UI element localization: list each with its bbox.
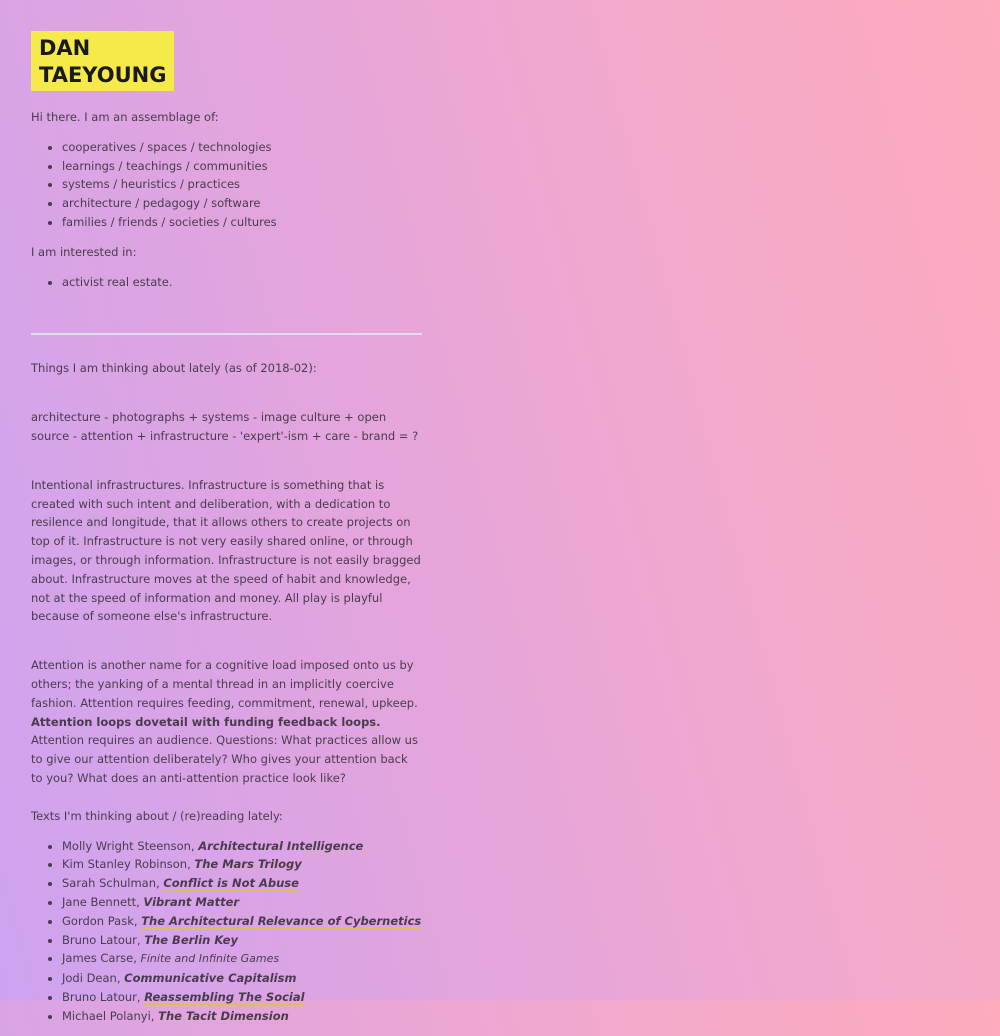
main-content [31, 31, 422, 1036]
list-item [62, 949, 422, 969]
list-item [62, 1007, 422, 1026]
interested-label: I am interested in: [31, 244, 137, 259]
text-author: Bruno Latour, [62, 989, 145, 1004]
thinking-heading: Things I am thinking about lately (as of 2018-02): [31, 361, 317, 376]
logo-line-2: TAEYOUNG [39, 63, 167, 87]
list-item [62, 969, 422, 988]
list-item: • architecture / pedagogy / software [62, 194, 422, 213]
thinking-equation: architecture - photographs + systems - image culture + open source - attention + infrastructure - 'expert'-ism + care - brand = ? [31, 410, 419, 443]
list-item [62, 855, 422, 874]
attention-loops-link[interactable]: Attention loops dovetail with funding feedback loops. [31, 714, 381, 729]
list-item [62, 874, 422, 893]
interests-list [31, 273, 422, 292]
text-title-link[interactable]: The Architectural Relevance of Cybernetics [141, 913, 422, 928]
text-title-link[interactable]: The Tacit Dimension [158, 1008, 289, 1023]
list-item [62, 988, 422, 1007]
text-author: Gordon Pask, [62, 913, 142, 928]
list-item [62, 912, 422, 931]
attention-text-after: Attention requires an audience. Questions: What practices allow us to give our attention deliberately? Who gives your attention back to you? What does an anti-attention practice look like? [31, 733, 418, 785]
list-item [62, 893, 422, 912]
list-item [62, 837, 422, 856]
text-title-link[interactable]: Communicative Capitalism [124, 971, 297, 986]
text-title-link[interactable]: The Mars Trilogy [194, 857, 302, 872]
list-item: • activist real estate. [62, 273, 422, 292]
attention-paragraph [31, 656, 422, 788]
list-item [62, 931, 422, 950]
text-title: Finite and Infinite Games [140, 952, 280, 966]
list-item: • cooperatives / spaces / technologies [62, 138, 422, 157]
text-author: Molly Wright Steenson, [62, 838, 199, 853]
text-author: Sarah Schulman, [62, 876, 164, 891]
text-title-link[interactable]: Conflict is Not Abuse [163, 876, 299, 891]
text-author: Jane Bennett, [62, 894, 144, 909]
attention-text-before: Attention is another name for a cognitive load imposed onto us by others; the yanking of a mental thread in an implicitly coercive fashion. Attention requires feeding, commitment, renewal, upkeep. [31, 658, 418, 710]
infrastructure-paragraph: Intentional infrastructures. Infrastructure is something that is created with such intent and deliberation, with a dedication to resilence and longitude, that it allows others to create projects on top of it. Infrastructure is not very easily shared online, or through images, or through information. Infrastructure is not easily bragged about. Infrastructure moves at the speed of habit and knowledge, not at the speed of information and money. All play is playful because of someone else's infrastructure. [31, 477, 421, 624]
list-item: • learnings / teachings / communities [62, 157, 422, 176]
text-author: Michael Polanyi, [62, 1008, 159, 1023]
text-title-link[interactable]: Vibrant Matter [143, 894, 240, 909]
text-author: Bruno Latour, [62, 932, 145, 947]
list-item: • families / friends / societies / cultures [62, 213, 422, 232]
texts-heading: Texts I'm thinking about / (re)reading lately: [31, 808, 283, 823]
text-author: James Carse, [62, 951, 141, 966]
texts-list [31, 837, 422, 1026]
text-title-link[interactable]: Architectural Intelligence [198, 838, 364, 853]
text-title-link[interactable]: The Berlin Key [144, 932, 238, 947]
site-logo[interactable] [31, 31, 174, 91]
intro-text: Hi there. I am an assemblage of: [31, 110, 219, 124]
text-author: Kim Stanley Robinson, [62, 857, 195, 872]
divider [31, 333, 422, 335]
text-title-link[interactable]: Reassembling The Social [144, 989, 305, 1004]
logo-line-1: DAN [39, 36, 91, 60]
list-item: • systems / heuristics / practices [62, 175, 422, 194]
assemblage-list [31, 138, 422, 232]
text-author: Jodi Dean, [62, 971, 125, 986]
